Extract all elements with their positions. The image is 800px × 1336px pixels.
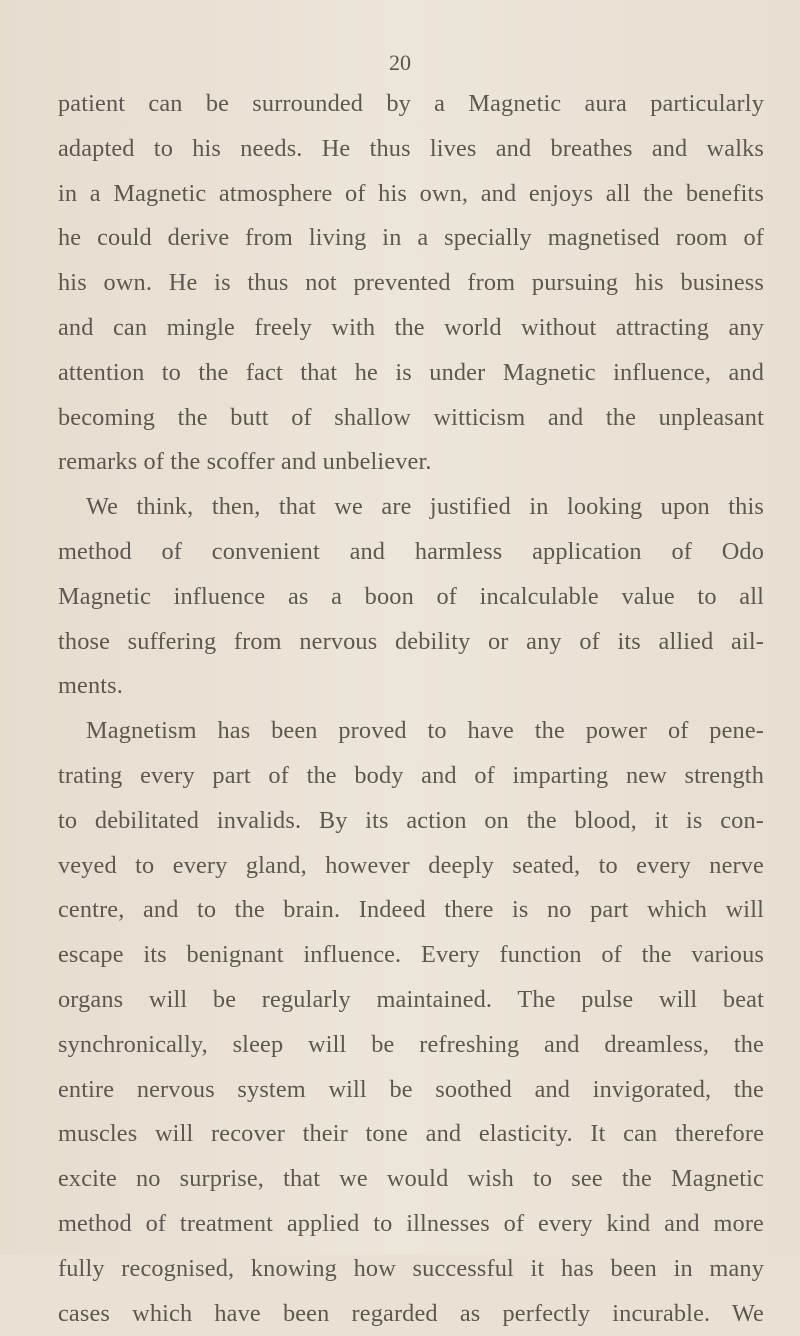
text-line: becoming the butt of shallow witticism and the unpleasant [58,403,764,431]
text-line: those suffering from nervous debility or any of its allied ail- [58,627,764,655]
text-line: adapted to his needs. He thus lives and breathes and walks [58,134,764,162]
text-line: attention to the fact that he is under Magnetic influence, and [58,358,764,386]
text-line: remarks of the scoffer and unbeliever. [58,448,432,476]
text-line: synchronically, sleep will be refreshing and dreamless, the [58,1030,764,1058]
text-line: escape its benignant influence. Every function of the various [58,941,764,969]
body-text [58,82,764,1336]
text-line: his own. He is thus not prevented from pursuing his business [58,269,764,297]
text-line: cases which have been regarded as perfectly incurable. We [58,1299,764,1327]
text-line: ments. [58,672,124,700]
text-line: organs will be regularly maintained. The pulse will beat [58,985,764,1013]
text-line: he could derive from living in a specially magnetised room of [58,224,764,252]
text-line: in a Magnetic atmosphere of his own, and enjoys all the benefits [58,179,764,207]
text-line: method of treatment applied to illnesses of every kind and more [58,1209,764,1237]
text-line: entire nervous system will be soothed and invigorated, the [58,1075,764,1103]
text-line: patient can be surrounded by a Magnetic aura particularly [58,90,764,117]
text-line: centre, and to the brain. Indeed there is no part which will [58,896,764,924]
text-line: trating every part of the body and of imparting new strength [58,761,764,789]
text-line: method of convenient and harmless application of Odo [58,537,764,565]
text-line: Magnetic influence as a boon of incalculable value to all [58,582,764,610]
text-line: and can mingle freely with the world without attracting any [58,313,764,341]
text-line: fully recognised, knowing how successful it has been in many [58,1254,764,1282]
text-line: muscles will recover their tone and elasticity. It can therefore [58,1120,764,1148]
text-line: veyed to every gland, however deeply seated, to every nerve [58,851,764,879]
text-line: to debilitated invalids. By its action on the blood, it is con- [58,806,764,834]
text-line: Magnetism has been proved to have the power of pene- [86,717,764,745]
text-line: We think, then, that we are justified in looking upon this [86,493,764,521]
page-number: 20 [389,50,411,75]
text-line: excite no surprise, that we would wish to see the Magnetic [58,1165,764,1193]
